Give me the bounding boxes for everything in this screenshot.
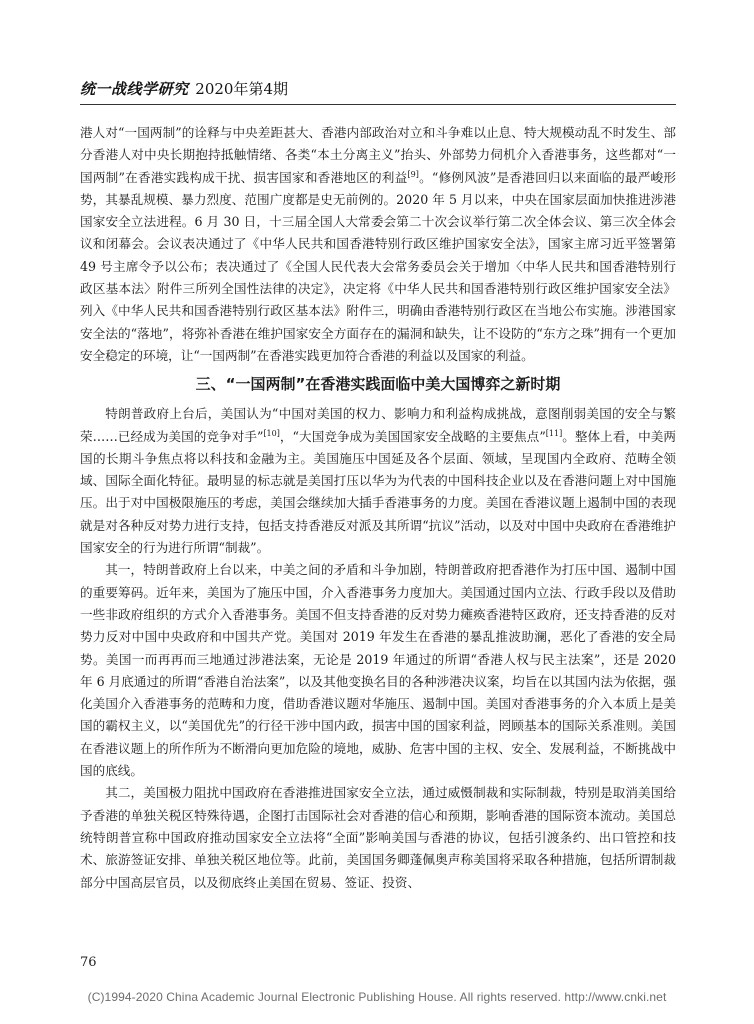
running-header [80,79,288,99]
article-body [80,122,676,894]
paragraph: 其一，特朗普政府上台以来，中美之间的矛盾和斗争加剧，特朗普政府把香港作为打压中国、遏制中国的重要筹码。近年来，美国为了施压中国，介入香港事务力度加大。美国通过国内立法、行政手段以及借助一些非政府组织的方式介入香港事务。美国不但支持香港的反对势力瘫痪香港特区政府，还支持香港的反对势力反对中国中央政府和中国共产党。美国对 2019 年发生在香港的暴乱推波助澜，恶化了香港的安全局势。美国一而再再而三地通过涉港法案，无论是 2019 年通过的所谓“香港人权与民主法案”，还是 2020 年 6 月底通过的所谓“香港自治法案”，以及其他变换名目的各种涉港决议案，均旨在以其国内法为依据，强化美国介入香港事务的范畴和力度，借助香港议题对华施压、遏制中国。美国对香港事务的介入本质上是美国的霸权主义，以“美国优先”的行径干涉中国内政，损害中国的国家利益，罔顾基本的国际关系准则。美国在香港议题上的所作所为不断滑向更加危险的境地，威胁、危害中国的主权、安全、发展利益，不断挑战中国的底线。 [80,562,676,779]
paragraph [80,403,676,559]
text-run: 。“修例风波”是香港回归以来面临的最严峻形势，其暴乱规模、暴力烈度、范围广度都是史无前例的。2020 年 5 月以来，中央在国家层面加快推进涉港国家安全立法进程。6 月 30 日，十三届全国人大常委会第二十次会议举行第二次全体会议、第三次全体会议和闭幕会。会议表决通过了《中华人民共和国香港特别行政区维护国家安全法》，国家主席习近平签署第 49 号主席令予以公布；表决通过了《全国人民代表大会常务委员会关于增加〈中华人民共和国香港特别行政区基本法〉附件三所列全国性法律的决定》，决定将《中华人民共和国香港特别行政区维护国家安全法》列入《中华人民共和国香港特别行政区基本法》附件三，明确由香港特别行政区在当地公布实施。涉港国家安全法的“落地”，将弥补香港在维护国家安全方面存在的漏洞和缺失，让不设防的“东方之珠”拥有一个更加安全稳定的环境，让“一国两制”在香港实践更加符合香港的利益以及国家的利益。 [80,169,676,363]
journal-name: 统一战线学研究 [80,80,189,98]
citation-ref: [9] [407,169,419,179]
text-run: 港人对“一国两制”的诠释与中央差距甚大、香港内部政治对立和斗争难以止息、特大规模动乱不时发生、部分香港人对中央长期抱持抵触情绪、各类“本土分离主义”抬头、外部势力伺机介入香港事务，这些都对“一国两制”在香港实践构成干扰、损害国家和香港地区的利益 [80,125,676,185]
paragraph [80,122,676,367]
header-rule [80,104,676,105]
citation-ref: [11] [545,428,563,438]
text-run: 特朗普政府上台后，美国认为“中国对美国的权力、影响力和利益构成挑战，意图削弱美国的安全与繁荣……已经成为美国的竞争对手” [80,406,676,444]
page-number: 76 [80,955,97,970]
citation-ref: [10] [263,428,280,438]
issue-label: 2020年第4期 [195,80,289,98]
copyright-footer: (C)1994-2020 China Academic Journal Electronic Publishing House. All rights reserved. http://www.cnki.net [87,990,667,1004]
section-heading: 三、“一国两制”在香港实践面临中美大国博弈之新时期 [195,375,561,394]
paragraph: 其二，美国极力阻扰中国政府在香港推进国家安全立法，通过威慑制裁和实际制裁，特别是取消美国给予香港的单独关税区特殊待遇，企图打击国际社会对香港的信心和预期，影响香港的国际资本流动。美国总统特朗普宣称中国政府推动国家安全立法将“全面”影响美国与香港的协议，包括引渡条约、出口管控和技术、旅游签证安排、单独关税区地位等。此前，美国国务卿蓬佩奥声称美国将采取各种措施，包括所谓制裁部分中国高层官员，以及彻底终止美国在贸易、签证、投资、 [80,785,676,890]
text-run: 。整体上看，中美两国的长期斗争焦点将以科技和金融为主。美国施压中国延及各个层面、领域，呈现国内全政府、范畴全领域、国际全面化特征。最明显的标志就是美国打压以华为为代表的中国科技企业以及在香港问题上对中国施压。出于对中国极限施压的考虑，美国会继续加大插手香港事务的力度。美国在香港议题上遏制中国的表现就是对各种反对势力进行支持，包括支持香港反对派及其所谓“抗议”活动，以及对中国中央政府在香港维护国家安全的行为进行所谓“制裁”。 [80,428,676,556]
text-run: ，“大国竞争成为美国国家安全战略的主要焦点” [279,428,546,444]
